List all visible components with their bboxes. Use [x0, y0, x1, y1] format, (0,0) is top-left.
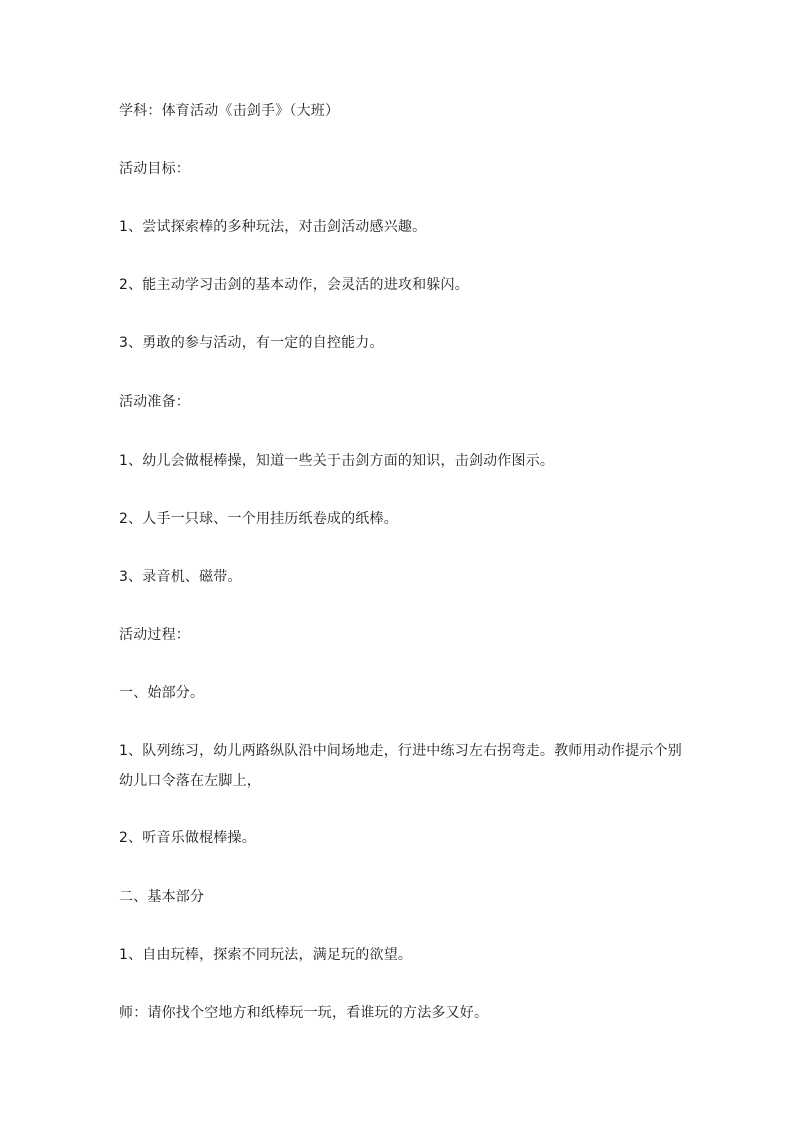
goal-item-3: 3、勇敢的参与活动，有一定的自控能力。: [119, 335, 384, 351]
section-heading-goals: 活动目标：: [119, 161, 190, 177]
goal-item-2: 2、能主动学习击剑的基本动作，会灵活的进攻和躲闪。: [119, 277, 469, 293]
process-part-2-heading: 二、基本部分: [119, 889, 205, 905]
preparation-item-1: 1、幼儿会做棍棒操，知道一些关于击剑方面的知识，击剑动作图示。: [119, 453, 555, 469]
process-part-1-heading: 一、始部分。: [119, 685, 205, 701]
preparation-item-2: 2、人手一只球、一个用挂历纸卷成的纸棒。: [119, 511, 398, 527]
process-item-1-line-1: 1、队列练习，幼儿两路纵队沿中间场地走，行进中练习左右拐弯走。教师用动作提示个别: [119, 743, 682, 759]
section-heading-process: 活动过程：: [119, 627, 190, 643]
goal-item-1: 1、尝试探索棒的多种玩法，对击剑活动感兴趣。: [119, 219, 427, 235]
subject-title: 学科：体育活动《击剑手》（大班）: [119, 103, 340, 119]
section-heading-preparation: 活动准备：: [119, 394, 190, 410]
process-item-2: 2、听音乐做棍棒操。: [119, 830, 256, 846]
preparation-item-3: 3、录音机、磁带。: [119, 569, 242, 585]
process-item-1-line-2: 幼儿口令落在左脚上，: [119, 773, 261, 789]
teacher-instruction: 师：请你找个空地方和纸棒玩一玩，看谁玩的方法多又好。: [119, 1005, 489, 1021]
basic-item-1: 1、自由玩棒，探索不同玩法，满足玩的欲望。: [119, 947, 413, 963]
